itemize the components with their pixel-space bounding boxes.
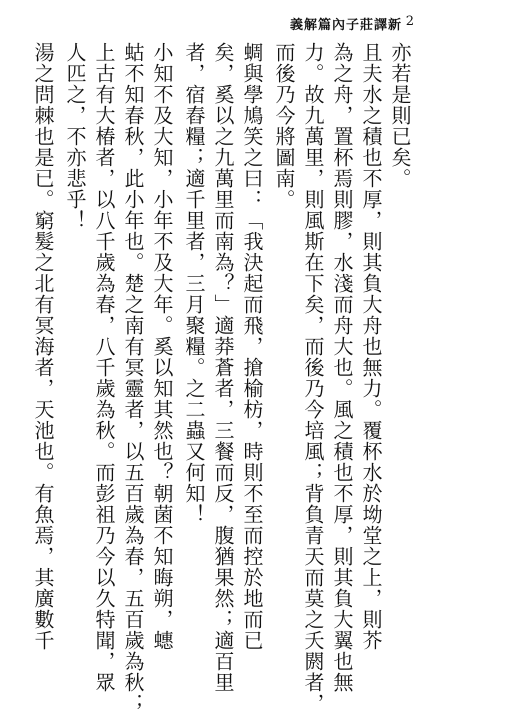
text-column: 者，宿舂糧；適千里者，三月聚糧。之二蟲又何知！ (182, 42, 206, 525)
text-column: 矣，奚以之九萬里而南為？」適莽蒼者，三餐而反，腹猶果然；適百里 (211, 42, 235, 693)
text-column: 亦若是則已矣。 (388, 42, 412, 189)
text-column: 為之舟，置杯焉則膠，水淺而舟大也。風之積也不厚，則其負大翼也無 (330, 42, 354, 693)
text-column: 小知不及大知，小年不及大年。奚以知其然也？朝菌不知晦朔，蟪 (150, 42, 174, 651)
text-column: 蛄不知春秋，此小年也。楚之南有冥靈者，以五百歲為春，五百歲為秋； (121, 42, 145, 714)
page-number: 2 (405, 14, 414, 29)
text-column: 人匹之，不亦悲乎！ (63, 42, 87, 231)
text-column: 上古有大椿者，以八千歲為春，八千歲為秋。而彭祖乃今以久特聞，眾 (92, 42, 116, 693)
text-column: 且夫水之積也不厚，則其負大舟也無力。覆杯水於坳堂之上，則芥 (359, 42, 383, 651)
text-column: 力。故九萬里，則風斯在下矣，而後乃今培風；背負青天而莫之夭閼者， (301, 42, 325, 714)
text-column: 而後乃今將圖南。 (272, 42, 296, 210)
vertical-text-body (31, 42, 414, 714)
text-column: 蜩與學鳩笑之曰：「我決起而飛，搶榆枋，時則不至而控於地而已 (240, 42, 264, 651)
running-header: 義解篇內子莊譯新 (289, 18, 402, 33)
text-column: 湯之問棘也是已。窮髮之北有冥海者，天池也。有魚焉，其廣數千 (31, 42, 55, 651)
